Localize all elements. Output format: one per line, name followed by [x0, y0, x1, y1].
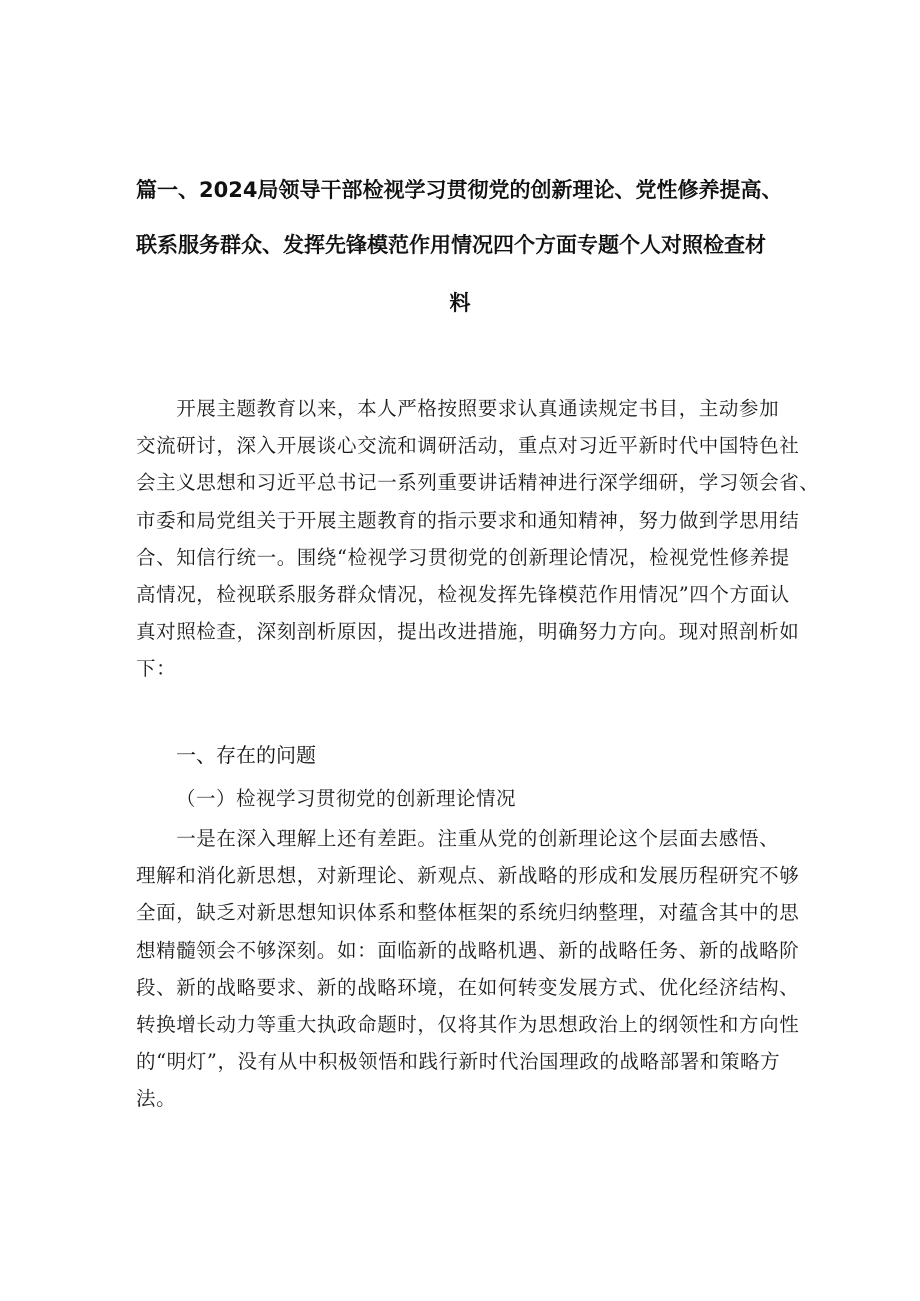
body-line: 理解和消化新思想，对新理论、新观点、新战略的形成和发展历程研究不够 [136, 864, 800, 888]
document-title-line-3: 料 [449, 291, 471, 315]
intro-line: 真对照检查，深刻剖析原因，提出改进措施，明确努力方向。现对照剖析如 [136, 620, 800, 644]
intro-line: 高情况，检视联系服务群众情况，检视发挥先锋模范作用情况”四个方面认 [136, 582, 790, 606]
body-line: 法。 [136, 1087, 177, 1111]
intro-line: 会主义思想和习近平总书记一系列重要讲话精神进行深学细研，学习领会省、 [136, 471, 820, 495]
body-paragraph [136, 822, 800, 1120]
body-line: 转换增长动力等重大执政命题时，仅将其作为思想政治上的纲领性和方向性 [136, 1012, 800, 1036]
body-line: 全面，缺乏对新思想知识体系和整体框架的系统归纳整理，对蕴含其中的思 [136, 901, 800, 925]
section-heading: 一、存在的问题 [176, 743, 316, 767]
document-title-line-2: 联系服务群众、发挥先锋模范作用情况四个方面专题个人对照检查材 [136, 233, 766, 257]
body-line: 的“明灯”，没有从中积极领悟和践行新时代治国理政的战略部署和策略方 [136, 1050, 781, 1074]
intro-line: 市委和局党组关于开展主题教育的指示要求和通知精神，努力做到学思用结 [136, 508, 800, 532]
body-line: 想精髓领会不够深刻。如：面临新的战略机遇、新的战略任务、新的战略阶 [136, 938, 800, 962]
body-line: 段、新的战略要求、新的战略环境，在如何转变发展方式、优化经济结构、 [136, 975, 800, 999]
body-line: 一是在深入理解上还有差距。注重从党的创新理论这个层面去感悟、 [136, 827, 780, 850]
subsection-heading: （一）检视学习贯彻党的创新理论情况 [176, 787, 517, 810]
intro-line: 下： [136, 657, 177, 681]
intro-line: 交流研讨，深入开展谈心交流和调研活动，重点对习近平新时代中国特色社 [136, 434, 800, 458]
intro-paragraph [136, 392, 820, 690]
intro-line: 开展主题教育以来，本人严格按照要求认真通读规定书目，主动参加 [136, 397, 780, 420]
document-title-line-1: 篇一、2024局领导干部检视学习贯彻党的创新理论、党性修养提高、 [136, 178, 783, 202]
intro-line: 合、知信行统一。围绕“检视学习贯彻党的创新理论情况，检视党性修养提 [136, 545, 790, 569]
